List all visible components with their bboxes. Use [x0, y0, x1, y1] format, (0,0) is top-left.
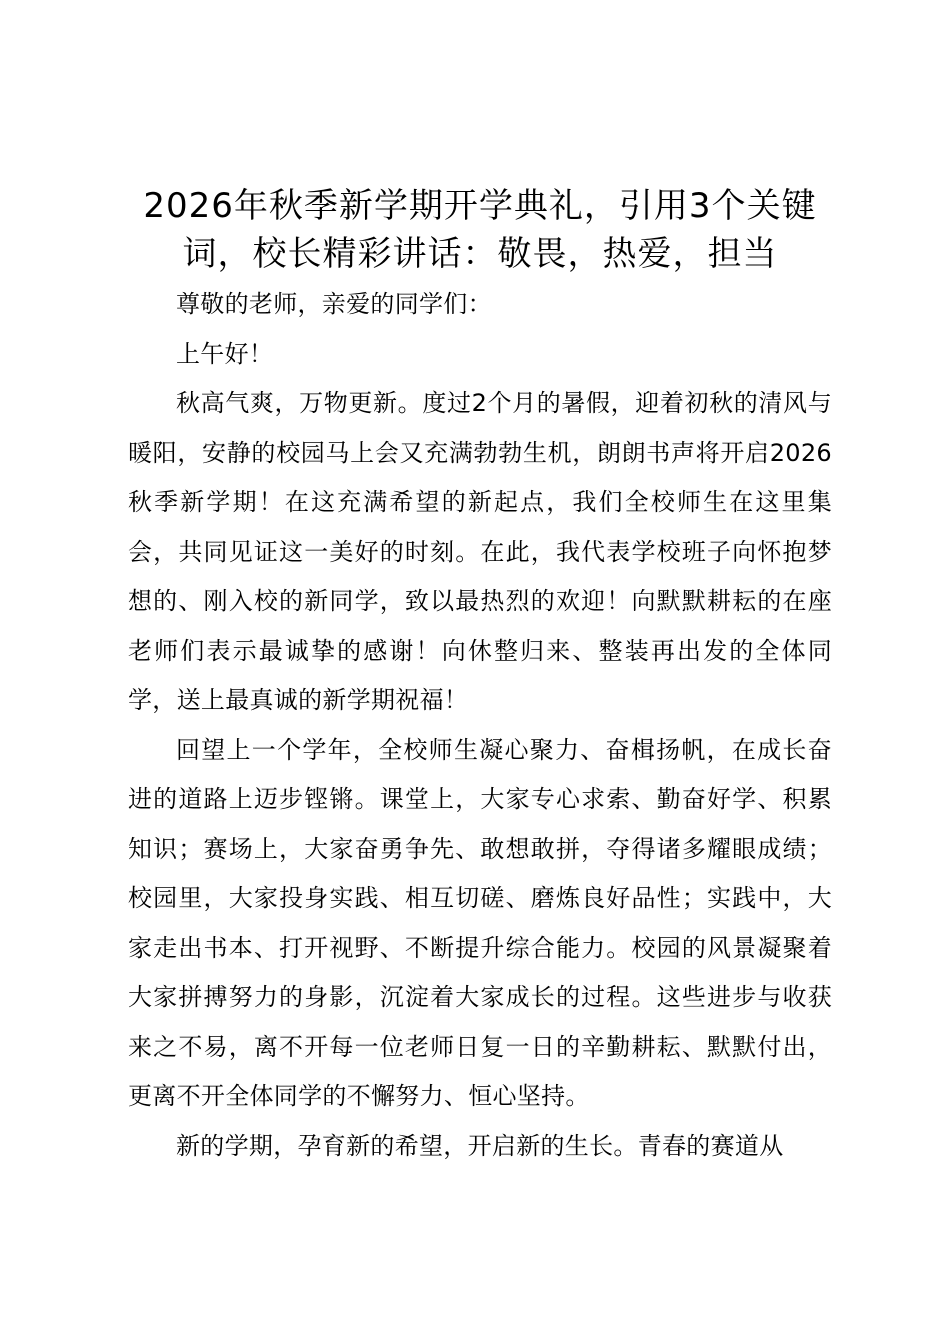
body-paragraph: 秋高气爽，万物更新。度过2个月的暑假，迎着初秋的清风与暖阳，安静的校园马上会又充满勃勃生机，朗朗书声将开启2026秋季新学期！在这充满希望的新起点，我们全校师生在这里集会，共同见证这一美好的时刻。在此，我代表学校班子向怀抱梦想的、刚入校的新同学，致以最热烈的欢迎！向默默耕耘的在座老师们表示最诚挚的感谢！向休整归来、整装再出发的全体同学，送上最真诚的新学期祝福！: [128, 389, 832, 714]
salutation: 尊敬的老师，亲爱的同学们：: [176, 290, 492, 318]
body-paragraph: 新的学期，孕育新的希望，开启新的生长。青春的赛道从: [176, 1131, 784, 1160]
greeting: 上午好！: [176, 339, 274, 368]
body-paragraph: 回望上一个学年，全校师生凝心聚力、奋楫扬帆，在成长奋进的道路上迈步铿锵。课堂上，大家专心求索、勤奋好学、积累知识；赛场上，大家奋勇争先、敢想敢拼，夺得诸多耀眼成绩；校园里，大家投身实践、相互切磋、磨炼良好品性；实践中，大家走出书本、打开视野、不断提升综合能力。校园的风景凝聚着大家拼搏努力的身影，沉淀着大家成长的过程。这些进步与收获来之不易，离不开每一位老师日复一日的辛勤耕耘、默默付出，更离不开全体同学的不懈努力、恒心坚持。: [128, 735, 832, 1110]
document-title: 2026年秋季新学期开学典礼，引用3个关键词，校长精彩讲话：敬畏，热爱，担当: [143, 186, 817, 274]
